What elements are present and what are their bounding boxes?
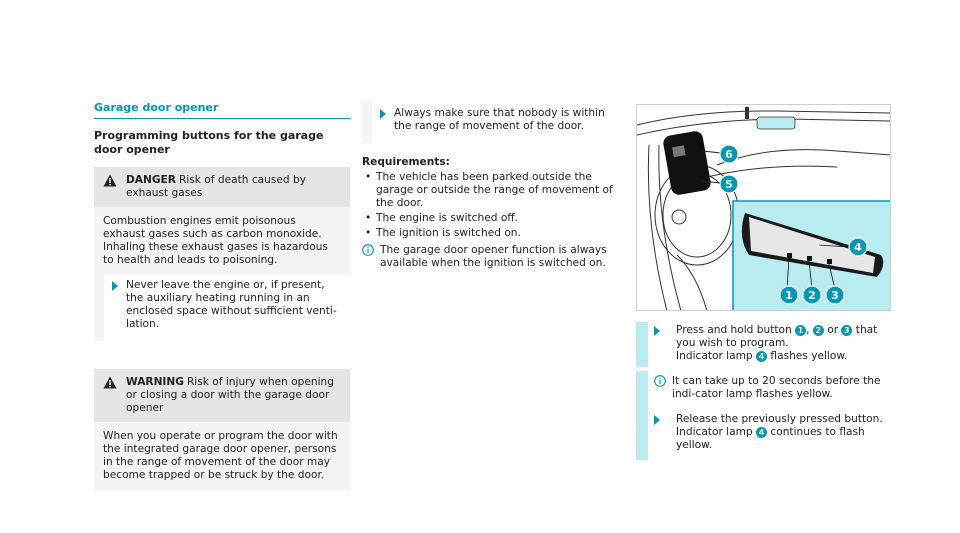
danger-header — [94, 167, 350, 207]
warning-box — [94, 369, 350, 490]
car-interior-image — [637, 105, 891, 311]
callout-5 — [720, 175, 738, 193]
requirements-title: Requirements: — [362, 156, 450, 168]
warning-headline: Risk of injury when opening or closing a door with the garage door opener — [126, 376, 334, 414]
info-note — [636, 371, 891, 407]
requirements-list — [362, 171, 620, 240]
callout-3 — [826, 286, 844, 304]
list-item: • The ignition is switched on. — [362, 227, 620, 240]
step-text: Indicator lamp — [676, 350, 757, 362]
warning-triangle-icon — [103, 376, 117, 389]
info-note-text: The garage door opener function is always available when the ignition is switched on. — [380, 244, 607, 269]
svg-text:3: 3 — [831, 289, 839, 302]
step-arrow-icon — [380, 109, 386, 119]
step-arrow-icon — [654, 326, 660, 336]
list-item: • The vehicle has been parked outside the garage or outside the range of movement of the door. — [362, 171, 620, 210]
step-text: Indicator lamp — [676, 426, 757, 438]
svg-text:6: 6 — [725, 148, 733, 161]
danger-box — [94, 167, 350, 341]
info-icon — [654, 375, 666, 387]
danger-step — [94, 275, 350, 341]
step-arrow-icon — [112, 281, 118, 291]
callout-6 — [720, 145, 738, 163]
program-step-1 — [636, 322, 891, 367]
button-3-badge: 3 — [841, 325, 852, 336]
warning-body: When you operate or program the door with the integrated garage door opener, persons in the range of movement of the door may become trapped or be struck by the door. — [94, 422, 350, 490]
danger-step-text: Never leave the engine or, if present, the auxiliary heating running in an enclosed space without sufficient venti-lation. — [126, 279, 337, 330]
button-1-badge: 1 — [795, 325, 806, 336]
warning-step-text: Always make sure that nobody is within the range of movement of the door. — [394, 107, 605, 132]
step-arrow-icon — [654, 415, 660, 425]
danger-label: DANGER — [126, 174, 176, 186]
right-column — [636, 322, 891, 460]
overhead-illustration — [636, 104, 891, 311]
step-text: or — [823, 324, 842, 336]
info-note — [362, 244, 620, 270]
svg-text:2: 2 — [808, 289, 816, 302]
button-2-badge: 2 — [813, 325, 824, 336]
danger-headline: Risk of death caused by exhaust gases — [126, 174, 306, 199]
danger-body: Combustion engines emit poisonous exhaust gases such as carbon monoxide. Inhaling these exhaust gases is hazardous to health and leads to poisoning. — [94, 207, 350, 275]
svg-text:1: 1 — [785, 289, 793, 302]
step-text: , — [806, 324, 813, 336]
info-note-text: It can take up to 20 seconds before the indi-cator lamp flashes yellow. — [672, 375, 881, 400]
svg-text:4: 4 — [854, 241, 862, 254]
left-column — [94, 101, 350, 490]
section-title: Garage door opener — [94, 101, 350, 119]
subsection-title: Programming buttons for the garage door opener — [94, 129, 324, 156]
callout-2 — [803, 286, 821, 304]
step-text: flashes yellow. — [767, 350, 848, 362]
warning-label: WARNING — [126, 376, 184, 388]
info-icon — [362, 244, 374, 256]
step-text: continues to flash yellow. — [676, 426, 865, 451]
svg-text:5: 5 — [725, 178, 733, 191]
warning-step — [362, 101, 620, 143]
step-text: Press and hold button — [676, 324, 796, 336]
step-text: Release the previously pressed button. — [676, 413, 883, 425]
list-item: • The engine is switched off. — [362, 212, 620, 225]
middle-column — [362, 101, 620, 270]
warning-triangle-icon — [103, 174, 117, 187]
indicator-lamp-badge: 4 — [756, 351, 767, 362]
warning-header — [94, 369, 350, 422]
indicator-lamp-badge: 4 — [756, 427, 767, 438]
program-step-2 — [636, 407, 891, 460]
callout-1 — [780, 286, 798, 304]
callout-4 — [849, 238, 867, 256]
step-text: that you wish to program. — [676, 324, 878, 349]
